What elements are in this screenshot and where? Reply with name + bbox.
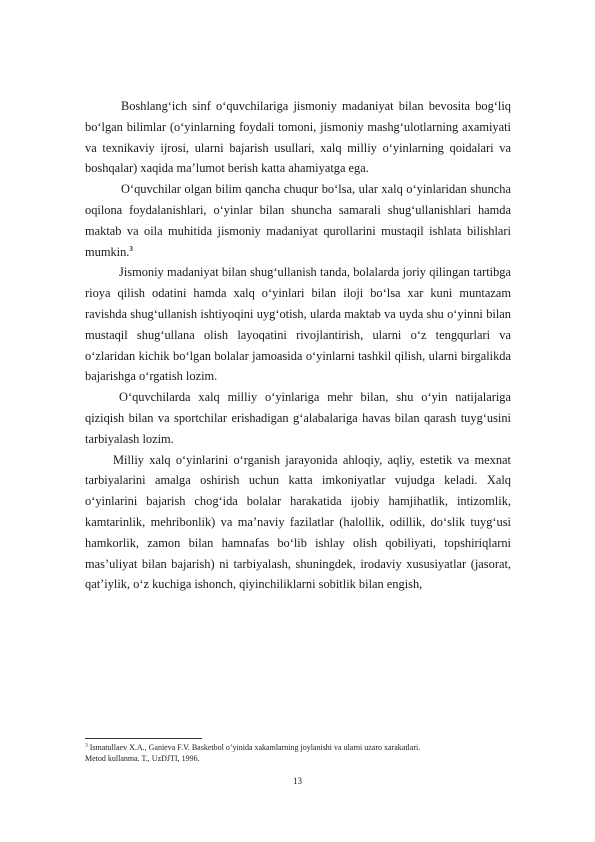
page-number: 13 [293, 776, 302, 786]
footnote-reference[interactable]: 3 [129, 244, 133, 253]
footnote-line-1 [85, 742, 515, 753]
paragraph-1: Boshlang‘ich sinf o‘quvchilariga jismoniy madaniyat bilan bevosita bog‘liq bo‘lgan bilimlar (o‘yinlarning foydali tomoni, jismoniy mashg‘ulotlarning axamiyati va texnikaviy ijrosi, ularni bajarish usullari, xalq milliy o‘yinlarning qoidalari va boshqalar) xaqida ma’lumot berish katta ahamiyatga ega. [85, 99, 511, 176]
paragraph-2-text: O‘quvchilar olgan bilim qancha chuqur bo‘lsa, ular xalq o‘yinlaridan shuncha oqilona foydalanishlari, o‘yinlar bilan shuncha samarali shug‘ullanishlari hamda maktab va oila muhitida jismoniy madaniyat qurollarini mustaqil ishlata bilishlari mumkin. [85, 182, 511, 259]
footnote-text-1: Ismatullaev X.A., Ganieva F.V. Basketbol o’yinida xakamlarning joylanishi va ularni uzaro xarakatlari. [89, 743, 421, 752]
paragraph-3: Jismoniy madaniyat bilan shug‘ullanish tanda, bolalarda joriy qilingan tartibga rioya qilish odatini hamda xalq o‘yinlari bilan iloji bo‘lsa xar kuni muntazam ravishda shug‘ullanish ishtiyoqini uyg‘otish, ularda maktab va uyda shu o‘yinni bilan mustaqil shug‘ullana olish layoqatini rivojlantirish, ularni o‘z tengqurlari va o‘zlaridan kichik bo‘lgan bolalar jamoasida o‘yinlarni tashkil qilish, ularni birgalikda bajarishga o‘rgatish lozim. [85, 265, 511, 384]
paragraph-4: O‘quvchilarda xalq milliy o‘yinlariga mehr bilan, shu o‘yin natijalariga qiziqish bilan va sportchilar erishadigan g‘alabalariga havas bilan qarash tuyg‘usini tarbiyalash lozim. [85, 390, 511, 446]
footnote-line-2: Metod kullanma. T., UzDJTI, 1996. [85, 754, 200, 763]
paragraph-5: Milliy xalq o‘yinlarini o‘rganish jarayonida ahloqiy, aqliy, estetik va mexnat tarbiyalarini amalga oshirish uchun katta imkoniyatlar vujudga keladi. Xalq o‘yinlarini bajarish chog‘ida bolalar harakatida ijobiy hamjihatlik, intizomlik, kamtarinlik, mehribonlik) va ma’naviy fazilatlar (halollik, odillik, do‘slik tuyg‘usi hamkorlik, zamon bilan hamnafas bo‘lib ishlay olish qobiliyati, topshiriqlarni mas’uliyat bilan bajarish) ni tarbiyalash, shuningdek, irodaviy xususiyatlar (jasorat, qat’iylik, o‘z kuchiga ishonch, qiyinchiliklarni sobitlik bilan engish, [85, 452, 511, 592]
paragraph-2 [85, 179, 511, 262]
footnote-separator [85, 738, 202, 739]
footnote [85, 742, 515, 764]
footnote-number: 3 [85, 742, 88, 749]
body-text [85, 96, 511, 595]
